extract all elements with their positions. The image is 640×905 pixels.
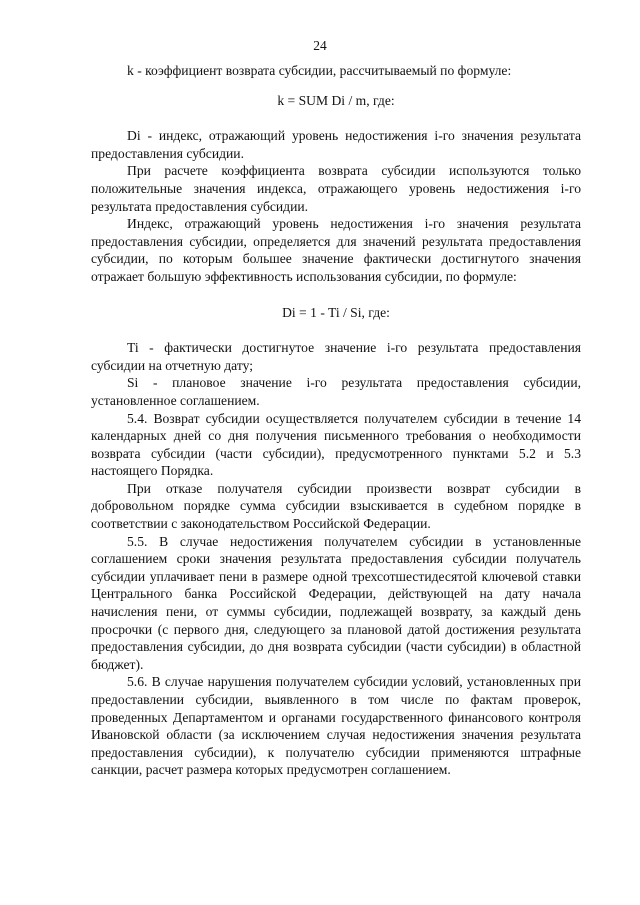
paragraph-di-definition: Di - индекс, отражающий уровень недостижения i-го значения результата предоставления субсидии. — [91, 128, 581, 161]
paragraph-5-5: 5.5. В случае недостижения получателем субсидии в установленные соглашением сроки значения результата предоставления субсидии получатель субсидии уплачивает пени в размере одной трехсотшестидесятой ключевой ставки Центрального банка Российской Федерации, действующей на дату начала начисления пени, от суммы субсидии, подлежащей возврату, за каждый день просрочки (с первого дня, следующего за плановой датой достижения результата предоставления субсидии, до дня возврата субсидии (части субсидии) в областной бюджет). — [91, 533, 581, 672]
formula-k: k = SUM Di / m, где: — [277, 92, 395, 108]
page-number: 24 — [313, 38, 327, 53]
paragraph-5-4: 5.4. Возврат субсидии осуществляется получателем субсидии в течение 14 календарных дней со дня получения письменного требования о необходимости возврата субсидии (части субсидии), предусмотренного пунктами 5.2 и 5.3 настоящего Порядка. — [91, 410, 581, 479]
paragraph-index-definition: Индекс, отражающий уровень недостижения i-го значения результата предоставления субсидии, определяется для значений результата предоставления субсидии, по которым большее значение фактически достигнутого значения отражает большую эффективность использования субсидии, по формуле: — [91, 216, 581, 284]
paragraph-ti-definition: Ti - фактически достигнутое значение i-го результата предоставления субсидии на отчетную дату; — [91, 340, 581, 373]
paragraph-k-intro: k - коэффициент возврата субсидии, рассчитываемый по формуле: — [127, 63, 512, 78]
paragraph-positive-values: При расчете коэффициента возврата субсидии используются только положительные значения индекса, отражающего уровень недостижения i-го результата предоставления субсидии. — [91, 163, 581, 214]
paragraph-refusal: При отказе получателя субсидии произвести возврат субсидии в добровольном порядке сумма субсидии взыскивается в судебном порядке в соответствии с законодательством Российской Федерации. — [91, 480, 581, 532]
paragraph-5-6: 5.6. В случае нарушения получателем субсидии условий, установленных при предоставлении субсидии, выявленного в том числе по фактам проверок, проведенных Департаментом и органами государственного финансового контроля Ивановской области (за исключением случая недостижения значения результата предоставления субсидии), к получателю субсидии применяются штрафные санкции, расчет размера которых предусмотрен соглашением. — [91, 674, 581, 778]
document-body — [91, 62, 581, 779]
paragraph-si-definition: Si - плановое значение i-го результата предоставления субсидии, установленное соглашением. — [91, 375, 581, 408]
formula-di: Di = 1 - Ti / Si, где: — [282, 304, 390, 320]
